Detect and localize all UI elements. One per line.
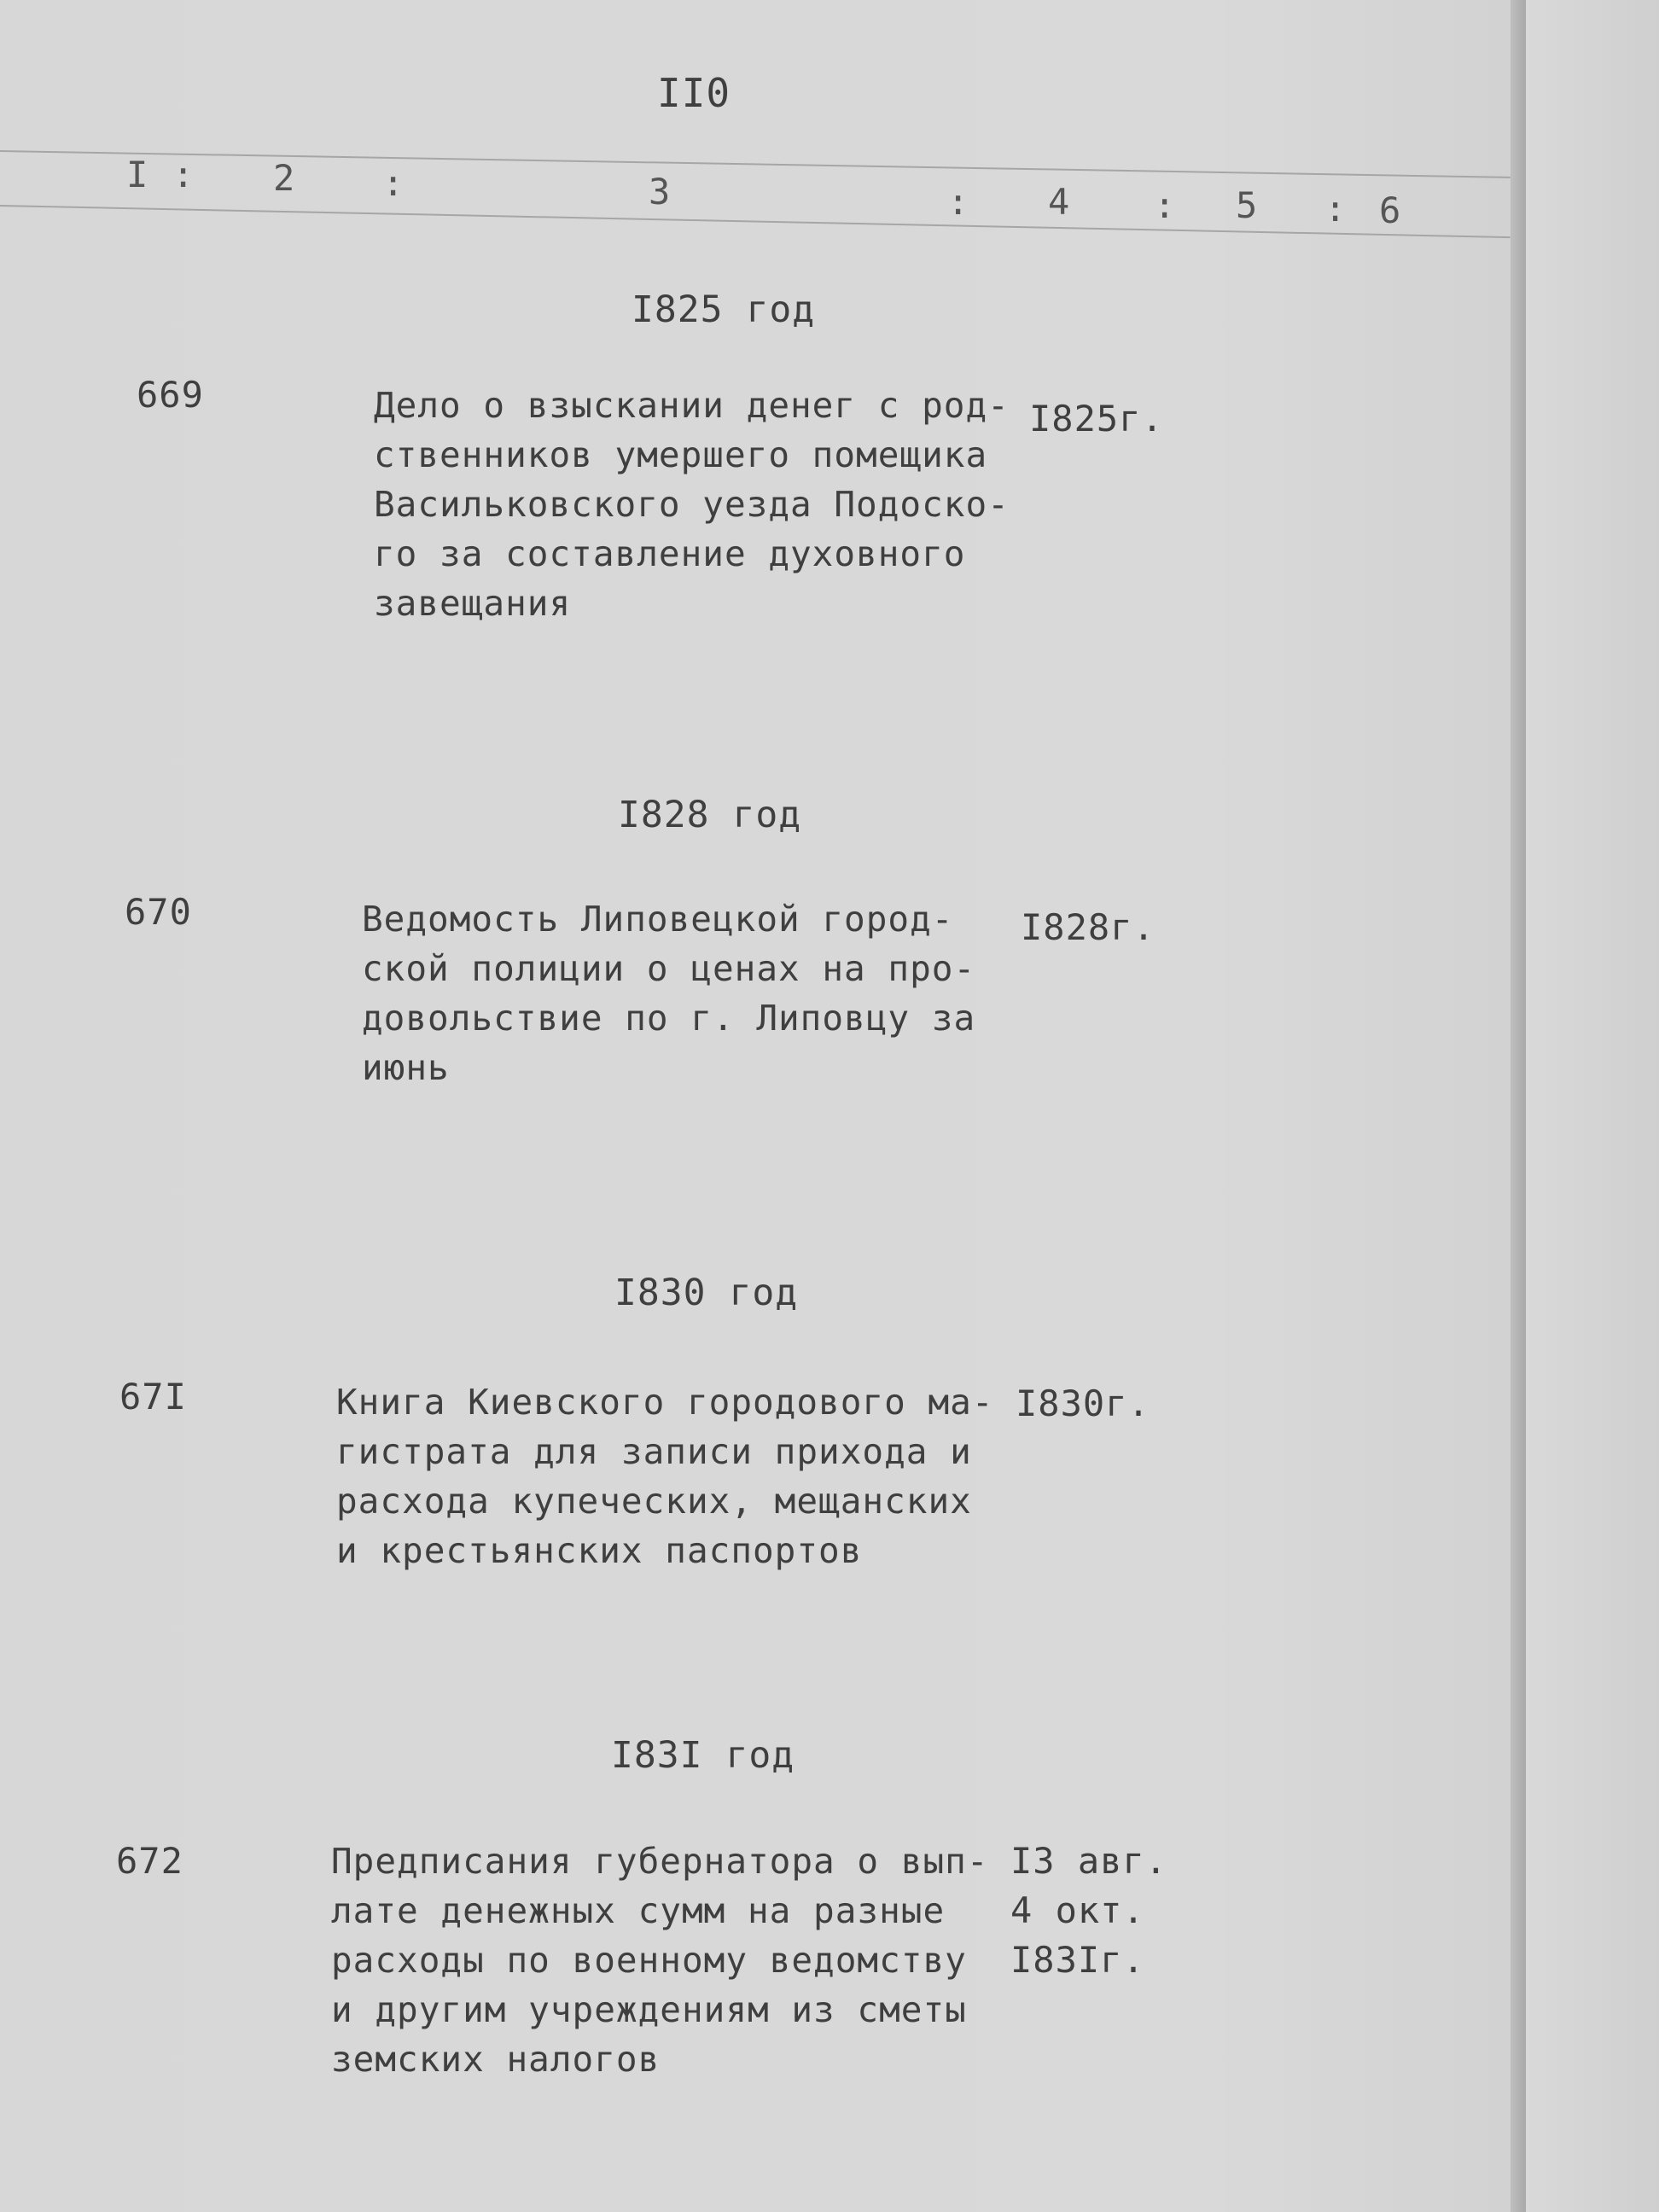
entry-date [1010, 1837, 1167, 1985]
year-heading: I825 год [632, 288, 816, 331]
description-line: лате денежных сумм на разные [331, 1890, 946, 1931]
description-line: гистрата для записи прихода и [336, 1431, 972, 1472]
date-line: 4 окт. [1010, 1889, 1145, 1931]
description-line: Ведомость Липовецкой город- [362, 899, 954, 940]
description-line: завещания [374, 583, 572, 624]
entry-description [374, 381, 1022, 628]
description-line: расхода купеческих, мещанских [336, 1481, 972, 1522]
entry-date [1021, 903, 1155, 952]
entry-description [336, 1377, 994, 1575]
year-heading: I83I год [611, 1734, 795, 1777]
date-line: I3 авг. [1010, 1840, 1168, 1882]
entry-number: 670 [125, 891, 192, 933]
description-line: Васильковского уезда Подоско- [374, 484, 1010, 525]
description-line: Книга Киевского городового ма- [336, 1382, 994, 1423]
description-line: ственников умершего помещика [374, 434, 988, 475]
description-line: Дело о взыскании денег с род- [374, 385, 1010, 426]
year-heading: I828 год [618, 794, 802, 836]
entry-date [1016, 1379, 1150, 1429]
column-separator: : [947, 181, 970, 223]
column-separator: : [172, 154, 195, 195]
description-line: Предписания губернатора о вып- [331, 1841, 989, 1882]
page-number: II0 [657, 70, 731, 116]
description-line: го за составление духовного [374, 533, 966, 574]
page-edge-shadow [1511, 0, 1526, 2212]
description-line: и крестьянских паспортов [336, 1530, 863, 1571]
entry-number: 669 [137, 374, 204, 416]
column-header-2: 2 [273, 157, 296, 199]
column-header-4: 4 [1048, 181, 1071, 223]
description-line: и другим учреждениям из сметы [331, 1989, 967, 2030]
description-line: довольствие по г. Липовцу за [362, 998, 976, 1039]
date-line: I825г. [1029, 398, 1164, 439]
column-separator: : [1324, 188, 1348, 230]
entry-date [1029, 394, 1164, 444]
date-line: I828г. [1021, 906, 1155, 948]
entry-description [362, 894, 1010, 1092]
description-line: земских налогов [331, 2039, 661, 2080]
description-line: расходы по военному ведомству [331, 1940, 967, 1981]
column-separator: : [1154, 184, 1177, 226]
column-separator: : [382, 162, 405, 204]
column-header-6: 6 [1379, 189, 1402, 231]
entry-description [331, 1837, 989, 2084]
entry-number: 67I [119, 1376, 187, 1417]
date-line: I83Iг. [1010, 1939, 1145, 1981]
underlying-page [1526, 0, 1659, 2212]
column-header-1: I [126, 154, 149, 195]
column-header-3: 3 [649, 171, 672, 212]
year-heading: I830 год [614, 1272, 799, 1314]
column-header-5: 5 [1236, 184, 1259, 226]
description-line: июнь [362, 1047, 450, 1088]
entry-number: 672 [116, 1840, 183, 1882]
date-line: I830г. [1016, 1382, 1150, 1424]
description-line: ской полиции о ценах на про- [362, 948, 976, 989]
